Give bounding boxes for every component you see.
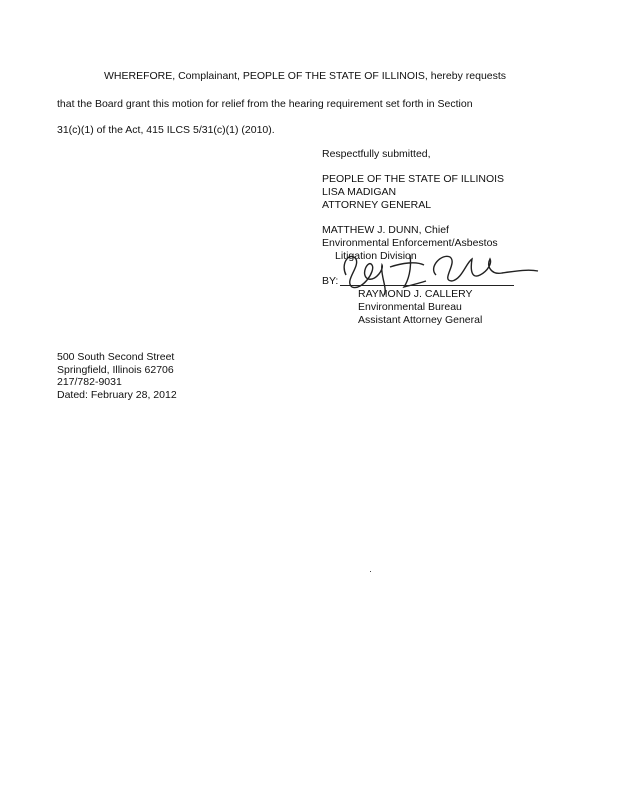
- body-paragraph-line-3: 31(c)(1) of the Act, 415 ILCS 5/31(c)(1) (2010).: [57, 124, 275, 136]
- body-paragraph-line-2: that the Board grant this motion for relief from the hearing requirement set forth in Section: [57, 98, 473, 110]
- chief-name: MATTHEW J. DUNN, Chief: [322, 224, 449, 236]
- stray-mark: [370, 571, 371, 572]
- party-name: PEOPLE OF THE STATE OF ILLINOIS: [322, 173, 505, 185]
- division-line-1: Environmental Enforcement/Asbestos: [322, 237, 498, 249]
- return-address: [57, 351, 177, 401]
- attorney-name: LISA MADIGAN: [322, 186, 397, 198]
- body-paragraph-line-1: WHEREFORE, Complainant, PEOPLE OF THE STATE OF ILLINOIS, hereby requests: [104, 70, 507, 82]
- closing-text: Respectfully submitted,: [322, 148, 431, 160]
- attorney-title: ATTORNEY GENERAL: [322, 199, 432, 211]
- address-phone: 217/782-9031: [57, 376, 122, 388]
- signer-title: Assistant Attorney General: [358, 314, 483, 326]
- by-label: BY:: [322, 275, 339, 287]
- address-street: 500 South Second Street: [57, 351, 175, 363]
- signer-bureau: Environmental Bureau: [358, 301, 462, 313]
- handwritten-signature: [332, 245, 542, 297]
- address-city: Springfield, Illinois 62706: [57, 363, 174, 376]
- division-line-2: Litigation Division: [335, 250, 417, 262]
- address-dated: Dated: February 28, 2012: [57, 388, 177, 401]
- signer-name: RAYMOND J. CALLERY: [358, 288, 473, 300]
